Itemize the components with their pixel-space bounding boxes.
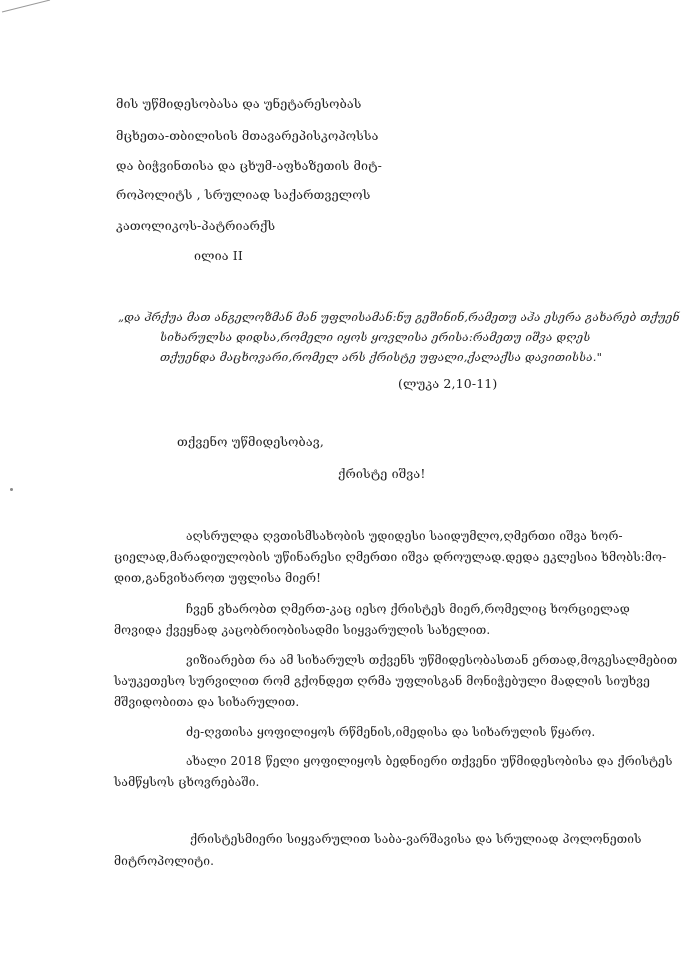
addressee-line-3: და ბიჭვინთისა და ცხუმ-აფხაზეთის მიტ- [116,158,383,173]
body-paragraph-3-line-2: საუკეთესო სურვილით რომ გქონდეთ ღრმა უფლისგან მონიჭებული მადლის სიუხვე [114,674,650,688]
body-paragraph-1-line-3: დით,განვიხაროთ უფლისა მიერ! [114,571,322,585]
body-paragraph-1-line-2: ციელად,მარადიულობის უწინარესი ღმერთი იშვა დროულად.დედა ეკლესია ხმობს:მო- [114,550,667,564]
addressee-line-4: როპოლიტს , სრულიად საქართველოს [116,187,371,202]
addressee-line-1: მის უწმიდესობასა და უნეტარესობას [116,96,362,111]
body-paragraph-2-line-2: მოვიდა ქვეყნად კაცობრიობისადმი სიყვარულის სახელით. [114,623,491,637]
epigraph-line-3: თქუენდა მაცხოვარი,რომელ არს ქრისტე უფალი,ქალაქსა დავითისსა." [160,350,603,364]
corner-stroke-mark [0,0,60,20]
body-paragraph-4-line-1: ძე-ღვთისა ყოფილიყოს რწმენის,იმედისა და სიხარულის წყარო. [186,725,596,739]
body-paragraph-3-line-3: მშვიდობითა და სიხარულით. [114,695,300,709]
addressee-line-5: კათოლიკოს-პატრიარქს [116,218,276,233]
body-paragraph-5-line-2: სამწყსოს ცხოვრებაში. [114,775,260,789]
addressee-line-2: მცხეთა-თბილისის მთავარეპისკოპოსსა [116,128,379,143]
body-paragraph-2-line-1: ჩვენ ვხარობთ ღმერთ-კაც იესო ქრისტეს მიერ,რომელიც ხორციელად [186,602,630,616]
addressee-name: ილია II [194,248,243,263]
body-paragraph-3-line-1: ვიზიარებთ რა ამ სიხარულს თქვენს უწმიდესობასთან ერთად,მოგესალმებით [186,653,678,667]
epigraph-line-1: „და ჰრქუა მათ ანგელოზმან მან უფლისამან:ნუ გეშინინ,რამეთუ აჰა ესერა გახარებ თქუენ [118,310,680,324]
salutation: თქვენო უწმიდესობავ, [177,434,324,449]
closing-line-2: მიტროპოლიტი. [114,854,215,868]
epigraph-line-2: სიხარულსა დიდსა,რომელი იყოს ყოვლისა ერისა:რამეთუ იშვა დღეს [160,330,591,344]
greeting: ქრისტე იშვა! [338,466,426,481]
body-paragraph-1-line-1: აღსრულდა ღვთისმსახობის უდიდესი საიდუმლო,ღმერთი იშვა ხორ- [186,529,623,543]
body-paragraph-5-line-1: ახალი 2018 წელი ყოფილიყოს ბედნიერი თქვენი უწმიდესობისა და ქრისტეს [186,754,673,768]
closing-line-1: ქრისტესმიერი სიყვარულით საბა-ვარშავისა და სრულიად პოლონეთის [190,832,642,846]
epigraph-citation: (ლუკა 2,10-11) [398,376,498,391]
stray-dot-mark [10,488,13,491]
